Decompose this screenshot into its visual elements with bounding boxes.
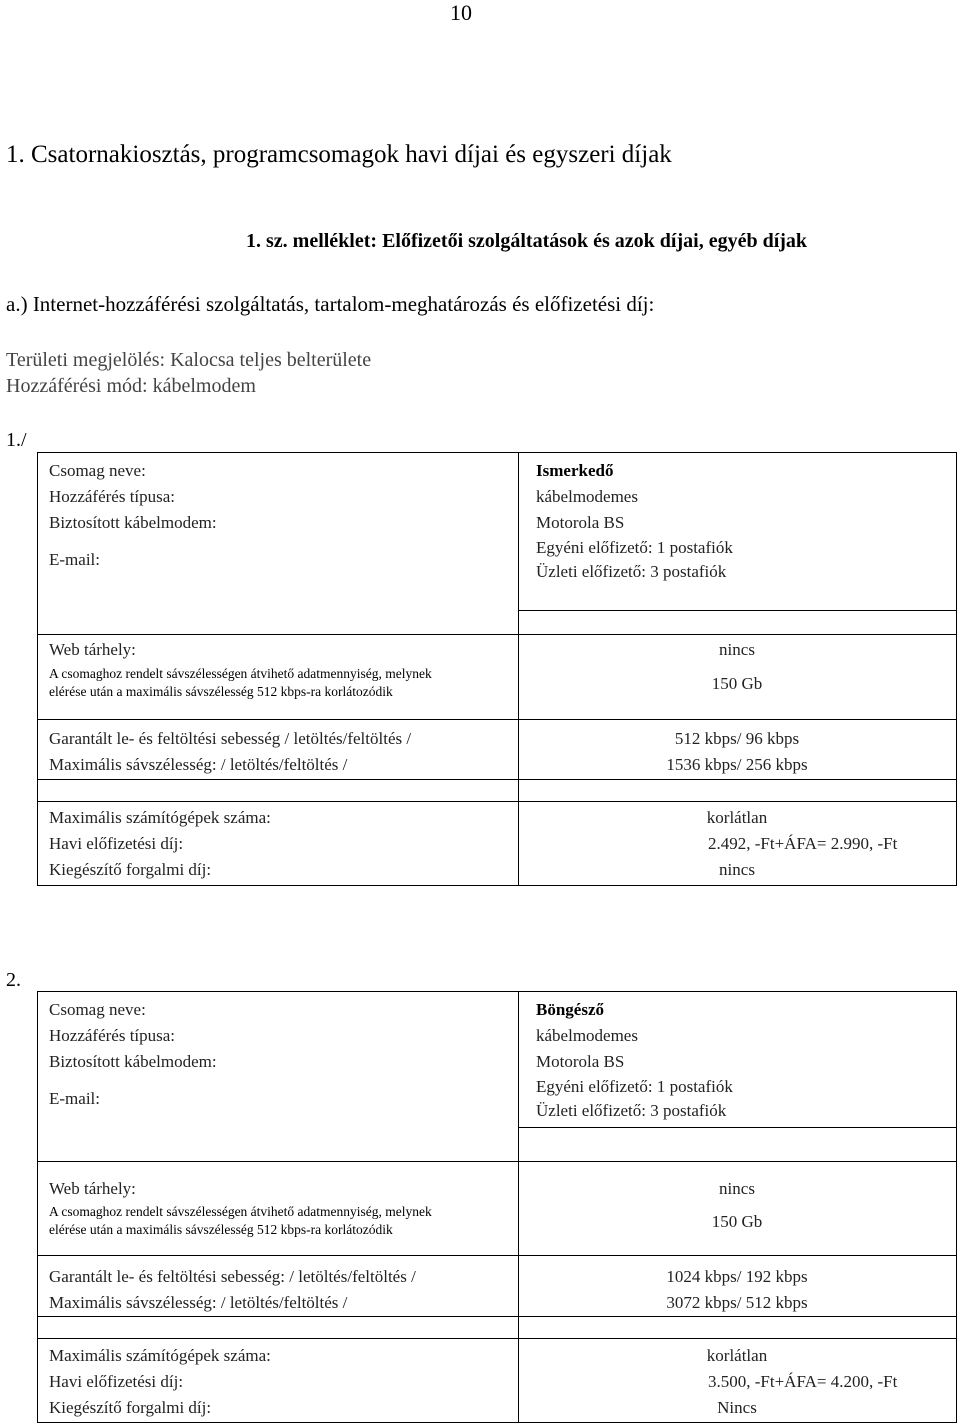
guaranteed-speed-value: 512 kbps/ 96 kbps: [674, 729, 800, 748]
row-divider: [38, 719, 956, 720]
label-modem: Biztosított kábelmodem:: [49, 513, 217, 532]
label-max-bandwidth: Maximális sávszélesség: / letöltés/feltöltés /: [49, 755, 348, 774]
label-extra-fee: Kiegészítő forgalmi díj:: [49, 1398, 212, 1417]
access-type-value: kábelmodemes: [536, 1026, 638, 1045]
data-cap-value: 150 Gb: [711, 1212, 763, 1231]
label-web-storage: Web tárhely:: [49, 1179, 136, 1198]
row-divider: [38, 634, 956, 635]
label-data-cap-line1: A csomaghoz rendelt sávszélességen átvihető adatmennyiség, melynek: [49, 1204, 432, 1219]
package-table: [37, 991, 957, 1423]
row-divider: [38, 801, 956, 802]
label-guaranteed-speed: Garantált le- és feltöltési sebesség / letöltés/feltöltés /: [49, 729, 412, 748]
row-divider: [38, 1316, 956, 1317]
label-data-cap-line1: A csomaghoz rendelt sávszélességen átvihető adatmennyiség, melynek: [49, 666, 432, 681]
label-extra-fee: Kiegészítő forgalmi díj:: [49, 860, 212, 879]
section-title: 1. Csatornakiosztás, programcsomagok havi díjai és egyszeri díjak: [6, 141, 672, 168]
extra-fee-value: Nincs: [717, 1398, 757, 1417]
package-number: 2.: [6, 969, 21, 991]
annex-title: 1. sz. melléklet: Előfizetői szolgáltatások és azok díjai, egyéb díjak: [246, 230, 808, 252]
row-divider: [38, 1338, 956, 1339]
label-email: E-mail:: [49, 1089, 100, 1108]
package-table: [37, 452, 957, 886]
label-access-type: Hozzáférés típusa:: [49, 1026, 176, 1045]
label-guaranteed-speed: Garantált le- és feltöltési sebesség: / letöltés/feltöltés /: [49, 1267, 416, 1286]
email-business: Üzleti előfizető: 3 postafiók: [536, 562, 727, 581]
page-number: 10: [450, 0, 472, 25]
label-package-name: Csomag neve:: [49, 461, 146, 480]
label-access-type: Hozzáférés típusa:: [49, 487, 176, 506]
label-modem: Biztosított kábelmodem:: [49, 1052, 217, 1071]
web-storage-value: nincs: [719, 640, 755, 659]
label-email: E-mail:: [49, 550, 100, 569]
email-individual: Egyéni előfizető: 1 postafiók: [536, 538, 733, 557]
label-data-cap-line2: elérése után a maximális sávszélesség 512 kbps-ra korlátozódik: [49, 1222, 393, 1237]
label-monthly-fee: Havi előfizetési díj:: [49, 1372, 184, 1391]
max-pcs-value: korlátlan: [706, 808, 768, 827]
row-divider: [38, 1161, 956, 1162]
max-pcs-value: korlátlan: [706, 1346, 768, 1365]
label-max-pcs: Maximális számítógépek száma:: [49, 1346, 271, 1365]
web-storage-value: nincs: [719, 1179, 755, 1198]
label-package-name: Csomag neve:: [49, 1000, 146, 1019]
data-cap-value: 150 Gb: [711, 674, 763, 693]
monthly-fee-value: 3.500, -Ft+ÁFA= 4.200, -Ft: [708, 1372, 898, 1391]
max-bandwidth-value: 3072 kbps/ 512 kbps: [666, 1293, 808, 1312]
package-number: 1./: [6, 429, 27, 451]
extra-fee-value: nincs: [719, 860, 755, 879]
label-max-bandwidth: Maximális sávszélesség: / letöltés/feltöltés /: [49, 1293, 348, 1312]
modem-value: Motorola BS: [536, 513, 625, 532]
email-individual: Egyéni előfizető: 1 postafiók: [536, 1077, 733, 1096]
row-divider: [518, 1127, 956, 1128]
package-name: Böngésző: [536, 1000, 604, 1019]
row-divider: [38, 779, 956, 780]
label-max-pcs: Maximális számítógépek száma:: [49, 808, 271, 827]
area-line: Területi megjelölés: Kalocsa teljes belterülete: [6, 349, 372, 371]
label-monthly-fee: Havi előfizetési díj:: [49, 834, 184, 853]
email-business: Üzleti előfizető: 3 postafiók: [536, 1101, 727, 1120]
modem-value: Motorola BS: [536, 1052, 625, 1071]
monthly-fee-value: 2.492, -Ft+ÁFA= 2.990, -Ft: [708, 834, 898, 853]
access-type-value: kábelmodemes: [536, 487, 638, 506]
package-name: Ismerkedő: [536, 461, 614, 480]
subsection-title: a.) Internet-hozzáférési szolgáltatás, tartalom-meghatározás és előfizetési díj:: [6, 292, 655, 316]
access-line: Hozzáférési mód: kábelmodem: [6, 375, 256, 397]
row-divider: [518, 610, 956, 611]
max-bandwidth-value: 1536 kbps/ 256 kbps: [666, 755, 808, 774]
label-web-storage: Web tárhely:: [49, 640, 136, 659]
guaranteed-speed-value: 1024 kbps/ 192 kbps: [666, 1267, 808, 1286]
row-divider: [38, 1255, 956, 1256]
label-data-cap-line2: elérése után a maximális sávszélesség 512 kbps-ra korlátozódik: [49, 684, 393, 699]
